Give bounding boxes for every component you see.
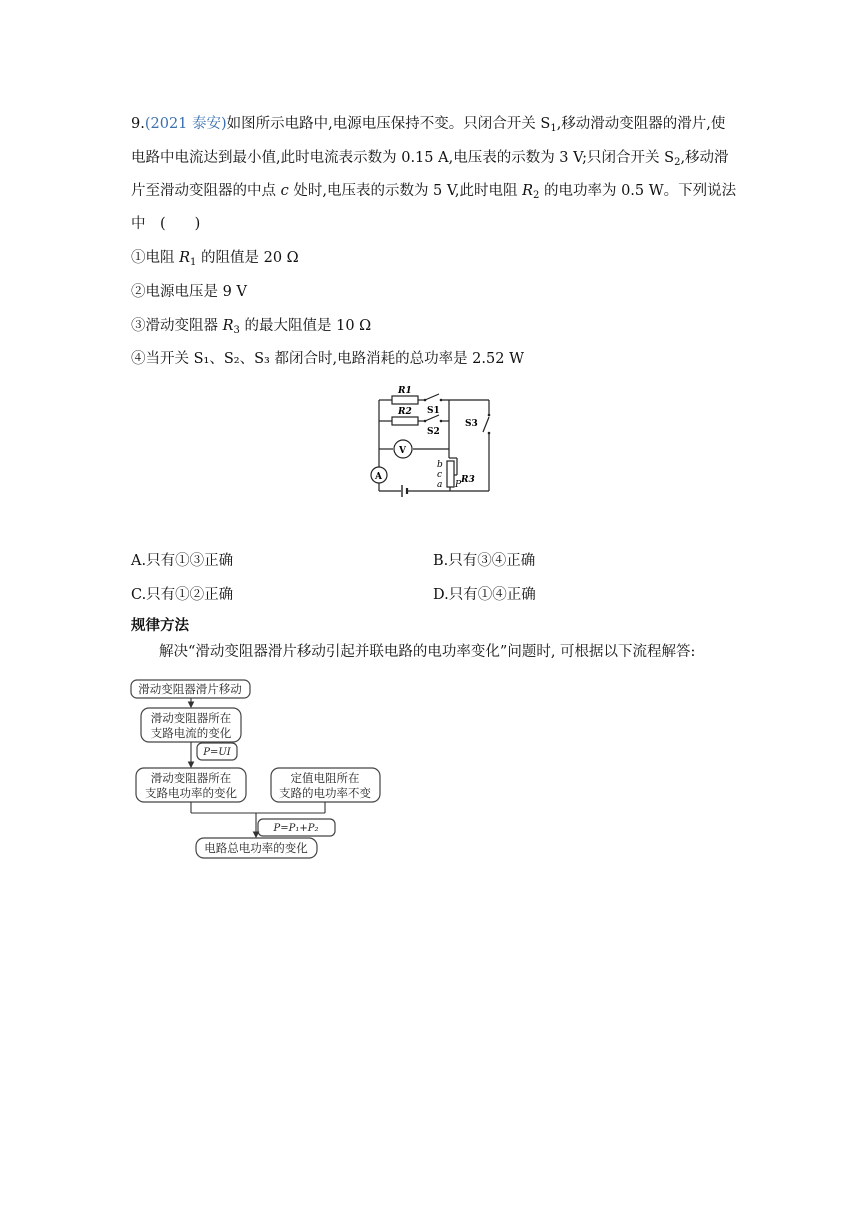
question-line-1: 9.(2021 泰安)如图所示电路中,电源电压保持不变。只闭合开关 $S_1$,移动滑动变阻器的滑片,使	[131, 116, 726, 134]
source-tag: (2021 泰安)	[144, 116, 227, 132]
flow-box-3-line1: 滑动变阻器所在	[150, 771, 232, 785]
label-b: b	[437, 460, 443, 470]
flow-box-5-text: 电路总电功率的变化	[204, 841, 308, 855]
flow-formula-1-text: P=UI	[203, 747, 231, 758]
label-r1: R1	[398, 386, 412, 396]
rheostat-r3	[447, 461, 454, 487]
statement-3: ③滑动变阻器 $R_3$ 的最大阻值是 10 Ω	[131, 318, 372, 336]
label-r2: R2	[398, 407, 412, 417]
label-a: a	[437, 480, 443, 490]
label-r3: R3	[461, 475, 475, 485]
option-d[interactable]: D.只有①④正确	[433, 587, 536, 603]
question-number: 9.	[131, 116, 145, 132]
question-line-2: 电路中电流达到最小值,此时电流表示数为 0.15 A,电压表的示数为 3 V;只闭合开关 $S_2$,移动滑	[131, 150, 729, 168]
switch-s3	[483, 417, 489, 432]
flow-box-4-line2: 支路的电功率不变	[279, 786, 371, 800]
label-s2: S2	[427, 427, 440, 437]
statement-4: ④当开关 S₁、S₂、S₃ 都闭合时,电路消耗的总功率是 2.52 W	[131, 351, 524, 367]
flow-formula-2-text: P=P₁+P₂	[273, 823, 319, 834]
label-s3: S3	[465, 419, 478, 429]
statement-2: ②电源电压是 9 V	[131, 284, 247, 300]
circuit-diagram	[365, 383, 505, 501]
flow-box-4-line1: 定值电阻所在	[290, 771, 360, 785]
resistor-r1	[392, 396, 418, 404]
statement-1: ①电阻 $R_1$ 的阻值是 20 Ω	[131, 250, 299, 268]
method-intro: 解决“滑动变阻器滑片移动引起并联电路的电功率变化”问题时, 可根据以下流程解答:	[159, 644, 696, 660]
label-voltmeter: V	[399, 446, 406, 456]
flow-box-3-line2: 支路电功率的变化	[145, 786, 237, 800]
label-p: P	[455, 480, 462, 490]
flow-box-1-text: 滑动变阻器滑片移动	[138, 682, 242, 696]
label-s1: S1	[427, 406, 440, 416]
option-a[interactable]: A.只有①③正确	[131, 553, 234, 569]
resistor-r2	[392, 417, 418, 425]
method-heading: 规律方法	[131, 618, 189, 634]
label-ammeter: A	[375, 472, 382, 482]
option-b[interactable]: B.只有③④正确	[433, 553, 536, 569]
question-line-4: 中 ( )	[131, 216, 201, 232]
switch-s1	[425, 394, 439, 400]
flowchart	[125, 675, 395, 865]
flow-box-2-line2: 支路电流的变化	[150, 726, 232, 740]
option-c[interactable]: C.只有①②正确	[131, 587, 234, 603]
question-line-3: 片至滑动变阻器的中点 c 处时,电压表的示数为 5 V,此时电阻 $R_2$ 的电功率为 0.5 W。下列说法	[131, 183, 737, 201]
label-c: c	[437, 470, 443, 480]
flow-box-2-line1: 滑动变阻器所在	[150, 711, 232, 725]
